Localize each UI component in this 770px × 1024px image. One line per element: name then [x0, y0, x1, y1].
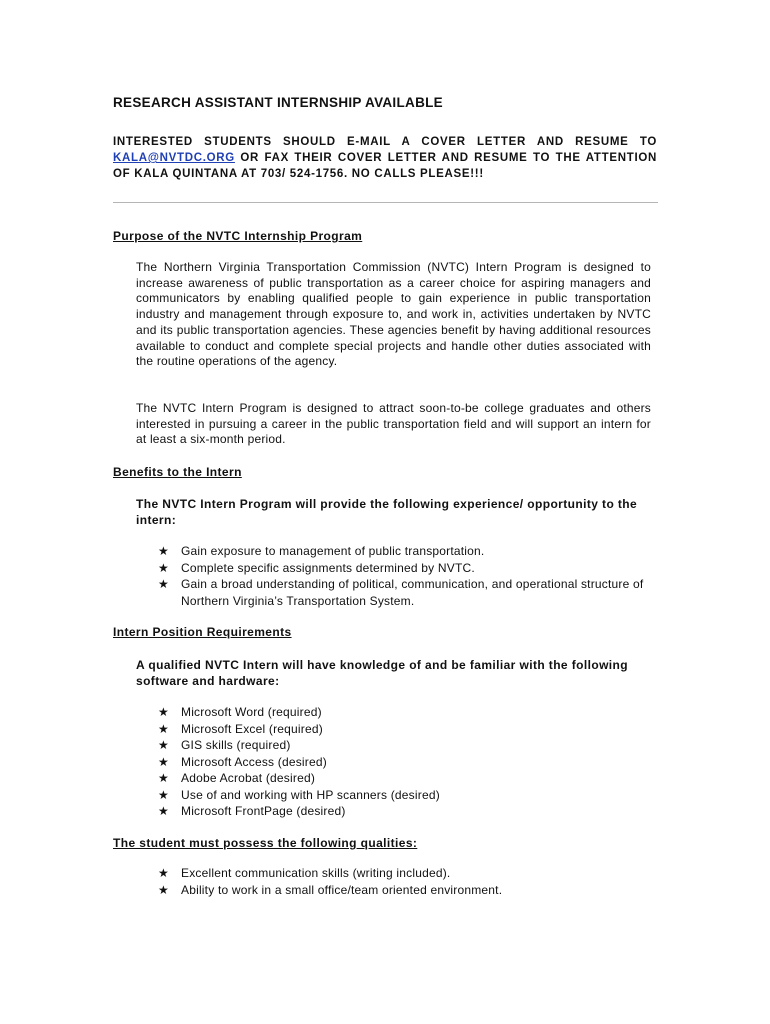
star-icon: ★ — [158, 882, 169, 897]
section-heading-requirements: Intern Position Requirements — [113, 625, 292, 639]
list-item — [158, 737, 652, 754]
list-item-text: Microsoft Excel (required) — [181, 721, 323, 736]
list-item — [158, 560, 652, 577]
list-item-text: Gain exposure to management of public transportation. — [181, 544, 485, 558]
list-item-text: Gain a broad understanding of political, communication, and operational structure of Northern Virginia’s Transportation System. — [181, 577, 644, 608]
star-icon: ★ — [158, 866, 169, 880]
horizontal-divider — [113, 202, 658, 203]
requirements-list — [158, 704, 652, 820]
star-icon: ★ — [158, 738, 169, 752]
purpose-paragraph-1: The Northern Virginia Transportation Commission (NVTC) Intern Program is designed to increase awareness of public transportation as a career choice for aspiring managers and communicators by enabling qualified people to gain experience in public transportation industry and management through exposure to, and work in, activities undertaken by NVTC and its public transportation agencies. These agencies benefit by having additional resources available to conduct and complete special projects and handle other duties associated with the routine operations of the agency. — [136, 260, 651, 369]
list-item-text: Microsoft Word (required) — [181, 705, 322, 719]
list-item — [158, 787, 652, 804]
star-icon: ★ — [158, 771, 169, 785]
star-icon: ★ — [158, 544, 169, 558]
list-item — [158, 803, 652, 820]
list-item-text: Excellent communication skills (writing included). — [181, 866, 451, 880]
star-icon: ★ — [158, 804, 169, 818]
requirements-intro: A qualified NVTC Intern will have knowledge of and be familiar with the following software and hardware: — [136, 658, 628, 688]
list-item-text: Complete specific assignments determined by NVTC. — [181, 560, 475, 575]
star-icon: ★ — [158, 721, 169, 736]
qualities-list — [158, 865, 652, 898]
list-item-text: Microsoft Access (desired) — [181, 754, 327, 769]
list-item-text: Ability to work in a small office/team oriented environment. — [181, 882, 503, 897]
list-item — [158, 721, 652, 738]
instructions-text-end: OR FAX THEIR COVER LETTER AND RESUME TO THE ATTENTION OF KALA QUINTANA AT 703/ 524-1756. NO CALLS PLEASE!!! — [113, 152, 657, 180]
list-item — [158, 770, 652, 787]
list-item-text: Adobe Acrobat (desired) — [181, 771, 316, 785]
star-icon: ★ — [158, 754, 169, 769]
list-item — [158, 704, 652, 721]
star-icon: ★ — [158, 577, 169, 591]
section-heading-purpose: Purpose of the NVTC Internship Program — [113, 229, 363, 243]
list-item — [158, 576, 652, 609]
list-item — [158, 882, 652, 899]
list-item — [158, 754, 652, 771]
list-item — [158, 865, 652, 882]
benefits-list — [158, 543, 652, 609]
star-icon: ★ — [158, 787, 169, 802]
purpose-paragraph-2: The NVTC Intern Program is designed to attract soon-to-be college graduates and others interested in pursuing a career in the public transportation field and will support an intern for at least a six-month period. — [136, 401, 651, 447]
star-icon: ★ — [158, 560, 169, 575]
list-item-text: GIS skills (required) — [181, 738, 291, 752]
application-instructions — [113, 134, 657, 182]
benefits-intro: The NVTC Intern Program will provide the following experience/ opportunity to the intern: — [136, 497, 638, 527]
section-heading-benefits: Benefits to the Intern — [113, 465, 242, 479]
list-item — [158, 543, 652, 560]
section-heading-qualities: The student must possess the following qualities: — [113, 836, 418, 850]
instructions-text-start: INTERESTED STUDENTS SHOULD E-MAIL A COVER LETTER AND RESUME TO — [113, 136, 657, 148]
page-title: RESEARCH ASSISTANT INTERNSHIP AVAILABLE — [113, 95, 443, 110]
email-link[interactable]: KALA@NVTDC.ORG — [113, 152, 235, 164]
list-item-text: Use of and working with HP scanners (desired) — [181, 787, 440, 802]
list-item-text: Microsoft FrontPage (desired) — [181, 804, 346, 818]
star-icon: ★ — [158, 705, 169, 719]
